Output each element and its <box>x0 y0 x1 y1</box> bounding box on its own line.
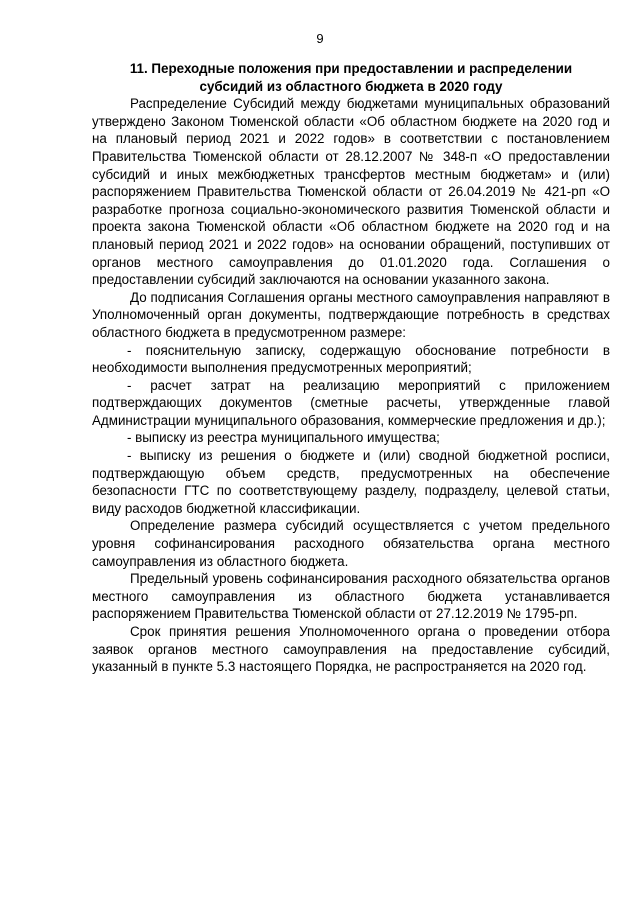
list-item-explanatory-note: - пояснительную записку, содержащую обоснование потребности в необходимости выполнения предусмотренных мероприятий; <box>92 342 610 376</box>
paragraph-distribution: Распределение Субсидий между бюджетами муниципальных образований утверждено Законом Тюменской области «Об областном бюджете на 2020 год и на плановый период 2021 и 2022 годов» в соответствии с постановлением Правительства Тюменской области от 28.12.2007 № 348-п «О предоставлении субсидий и иных межбюджетных трансфертов местным бюджетам» и (или) распоряжением Правительства Тюменской области от 26.04.2019 № 421-рп «О разработке прогноза социально-экономического развития Тюменской области и проекта закона Тюменской области «Об областном бюджете на 2020 год и на плановый период 2021 и 2022 годов» на основании обращений, поступивших от органов местного самоуправления до 01.01.2020 года. Соглашения о предоставлении субсидий заключаются на основании указанного закона. <box>92 96 610 288</box>
page-number: 9 <box>316 31 324 46</box>
list-item-property-register: - выписку из реестра муниципального имущества; <box>127 430 440 446</box>
section-heading-line-1: 11. Переходные положения при предоставлении и распределении <box>129 61 573 76</box>
paragraph-subsidy-size: Определение размера субсидий осуществляется с учетом предельного уровня софинансирования расходного обязательства органа местного самоуправления из областного бюджета. <box>92 518 610 569</box>
list-item-budget-extract: - выписку из решения о бюджете и (или) сводной бюджетной росписи, подтверждающую объем средств, предусмотренных на обеспечение безопасности ГТС по соответствующему разделу, подразделу, целевой статьи, виду расходов бюджетной классификации. <box>92 448 610 516</box>
paragraph-decision-deadline: Срок принятия решения Уполномоченного органа о проведении отбора заявок органов местного самоуправления на предоставление субсидий, указанный в пункте 5.3 настоящего Порядка, не распространяется на 2020 год. <box>92 624 610 675</box>
list-item-cost-calculation: - расчет затрат на реализацию мероприятий с приложением подтверждающих документов (сметные расчеты, утвержденные главой Администрации муниципального образования, коммерческие предложения и др.); <box>92 377 610 428</box>
section-heading <box>92 60 610 95</box>
page-content <box>92 60 610 676</box>
section-heading-line-2: субсидий из областного бюджета в 2020 году <box>199 78 503 94</box>
paragraph-documents-intro: До подписания Соглашения органы местного самоуправления направляют в Уполномоченный орган документы, подтверждающие потребность в средствах областного бюджета в предусмотренном размере: <box>92 289 610 340</box>
paragraph-cofinancing-level: Предельный уровень софинансирования расходного обязательства органов местного самоуправления из областного бюджета устанавливается распоряжением Правительства Тюменской области от 27.12.2019 № 1795-рп. <box>92 571 610 622</box>
